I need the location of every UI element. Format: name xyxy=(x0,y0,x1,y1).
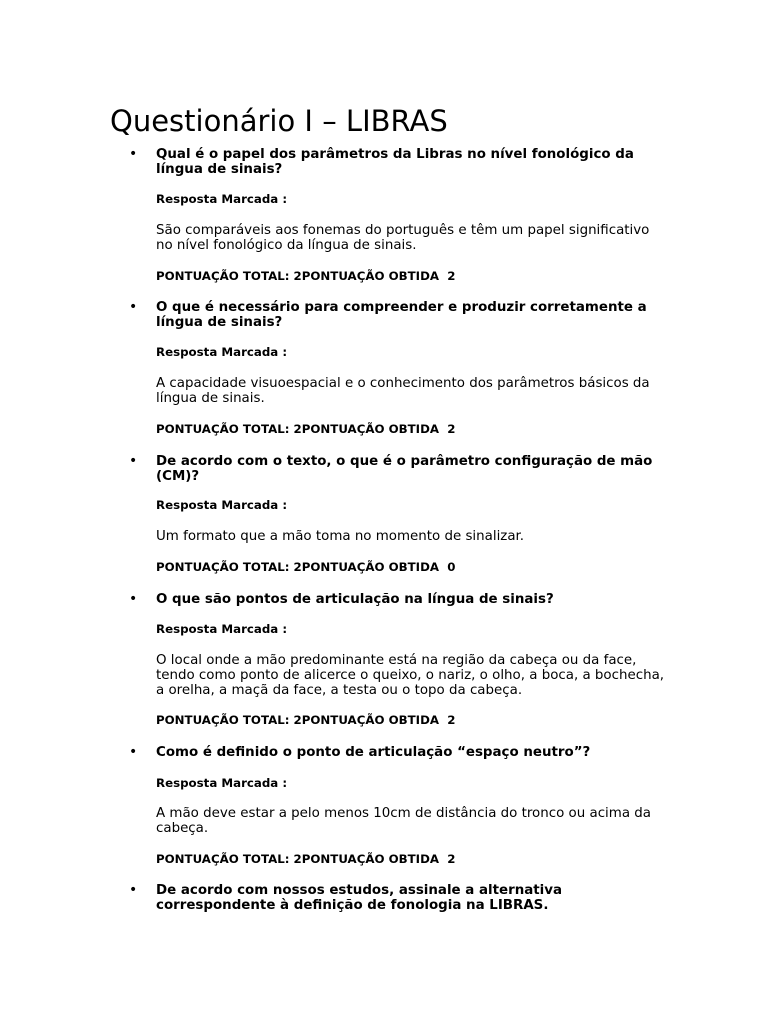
bullet-icon: • xyxy=(129,146,138,162)
answer-text: A mão deve estar a pelo menos 10cm de distância do tronco ou acima da cabeça. xyxy=(156,806,651,836)
bullet-icon: • xyxy=(129,591,138,607)
question-text: De acordo com o texto, o que é o parâmetro configuração de mão (CM)? xyxy=(156,454,653,484)
answer-label: Resposta Marcada : xyxy=(156,776,288,790)
answer-label: Resposta Marcada : xyxy=(156,192,288,206)
question-text: De acordo com nossos estudos, assinale a alternativa correspondente à definição de fonologia na LIBRAS. xyxy=(156,883,563,913)
answer-text: Um formato que a mão toma no momento de sinalizar. xyxy=(156,529,525,544)
score-line: PONTUAÇÃO TOTAL: 2PONTUAÇÃO OBTIDA 2 xyxy=(156,713,456,727)
score-line: PONTUAÇÃO TOTAL: 2PONTUAÇÃO OBTIDA 2 xyxy=(156,269,456,283)
answer-text: São comparáveis aos fonemas do português e têm um papel significativo no nível fonológico da língua de sinais. xyxy=(156,223,650,253)
score-line: PONTUAÇÃO TOTAL: 2PONTUAÇÃO OBTIDA 0 xyxy=(156,560,456,574)
bullet-icon: • xyxy=(129,882,138,898)
answer-text: O local onde a mão predominante está na região da cabeça ou da face, tendo como ponto de alicerce o queixo, o nariz, o olho, a boca, a bochecha, a orelha, a maçã da face, a testa ou o topo da cabeça. xyxy=(156,653,665,698)
bullet-icon: • xyxy=(129,744,138,760)
bullet-icon: • xyxy=(129,299,138,315)
answer-label: Resposta Marcada : xyxy=(156,345,288,359)
page-title: Questionário I – LIBRAS xyxy=(110,104,448,138)
answer-label: Resposta Marcada : xyxy=(156,622,288,636)
question-text: Como é definido o ponto de articulação “espaço neutro”? xyxy=(156,745,591,760)
question-text: O que são pontos de articulação na língua de sinais? xyxy=(156,592,554,607)
score-line: PONTUAÇÃO TOTAL: 2PONTUAÇÃO OBTIDA 2 xyxy=(156,422,456,436)
answer-label: Resposta Marcada : xyxy=(156,498,288,512)
bullet-icon: • xyxy=(129,453,138,469)
answer-text: A capacidade visuoespacial e o conhecimento dos parâmetros básicos da língua de sinais. xyxy=(156,376,650,406)
question-text: Qual é o papel dos parâmetros da Libras no nível fonológico da língua de sinais? xyxy=(156,147,634,177)
question-text: O que é necessário para compreender e produzir corretamente a língua de sinais? xyxy=(156,300,647,330)
score-line: PONTUAÇÃO TOTAL: 2PONTUAÇÃO OBTIDA 2 xyxy=(156,852,456,866)
